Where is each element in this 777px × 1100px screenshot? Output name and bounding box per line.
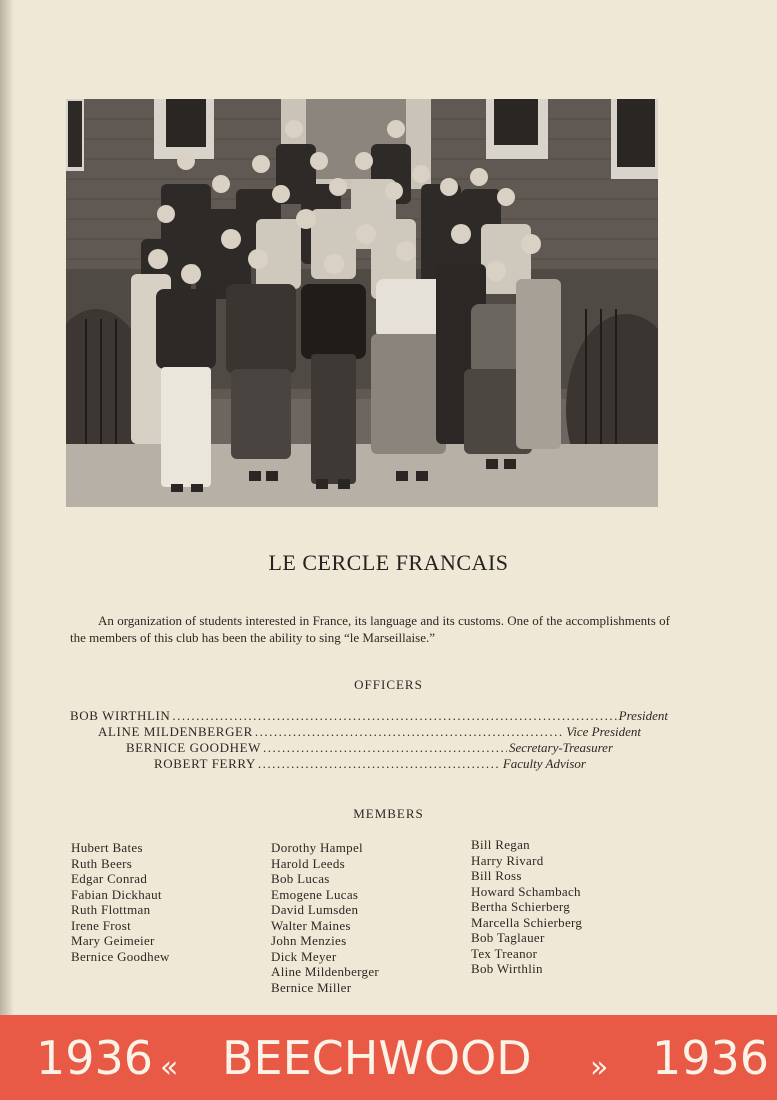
footer-title: BEECHWOOD (222, 1031, 532, 1085)
officer-role: Vice President (566, 724, 641, 739)
member-name: Dorothy Hampel (271, 840, 363, 855)
officers-heading: OFFICERS (354, 677, 423, 692)
officer-role: President (618, 708, 668, 723)
member-name: Bernice Miller (271, 979, 352, 995)
leader-dots (172, 708, 616, 724)
officer-name: ROBERT FERRY (154, 756, 256, 771)
member-name: Bertha Schierberg (471, 899, 571, 914)
member-name: Mary Geimeier (71, 933, 155, 948)
member-name: Walter Maines (271, 917, 351, 933)
officer-name: BERNICE GOODHEW (126, 740, 262, 755)
officer-role: Faculty Advisor (502, 756, 586, 771)
members-column-3 (471, 837, 582, 977)
member-name: Howard Schambach (471, 883, 581, 899)
member-name: Tex Treanor (471, 945, 538, 961)
member-name: David Lumsden (271, 902, 359, 917)
member-name: Marcella Schierberg (471, 914, 583, 930)
member-name: John Menzies (271, 933, 347, 948)
club-description: An organization of students interested in France, its language and its customs. One of the accomplishments of the members of this club has been the ability to sing “le Marseillaise.” (70, 613, 670, 645)
member-name: Harold Leeds (271, 855, 345, 871)
member-name: Bill Ross (471, 868, 522, 883)
officer-role: Secretary-Treasurer (509, 740, 613, 755)
member-name: Irene Frost (71, 917, 131, 933)
member-name: Emogene Lucas (271, 886, 359, 902)
member-name: Bernice Goodhew (71, 948, 170, 964)
footer-quote-left: « (160, 1050, 179, 1085)
leader-dots (255, 724, 564, 740)
member-name: Hubert Bates (71, 840, 143, 855)
member-name: Dick Meyer (271, 948, 337, 964)
leader-dots (258, 756, 501, 772)
page-title: LE CERCLE FRANCAIS (268, 550, 509, 575)
leader-dots (263, 740, 507, 756)
officer-row (154, 756, 586, 772)
footer-banner (0, 1015, 777, 1100)
member-name: Ruth Flottman (71, 902, 151, 917)
footer-quote-right: » (590, 1050, 609, 1085)
member-name: Fabian Dickhaut (71, 886, 162, 902)
footer-year-right: 1936 (652, 1031, 770, 1085)
member-name: Harry Rivard (471, 852, 544, 868)
member-name: Bob Taglauer (471, 930, 545, 945)
member-name: Bob Lucas (271, 871, 330, 886)
member-name: Bill Regan (471, 837, 530, 852)
member-name: Aline Mildenberger (271, 964, 380, 979)
officer-row (70, 708, 668, 724)
members-column-1 (71, 840, 170, 964)
page-binding-shadow (0, 0, 14, 1020)
member-name: Edgar Conrad (71, 871, 148, 886)
officer-row (126, 740, 613, 756)
officer-name: ALINE MILDENBERGER (98, 724, 253, 739)
members-heading: MEMBERS (353, 806, 424, 821)
footer-year-left: 1936 (36, 1031, 154, 1085)
group-photo (66, 99, 658, 507)
members-column-2 (271, 840, 379, 995)
officer-name: BOB WIRTHLIN (70, 708, 171, 723)
member-name: Ruth Beers (71, 855, 133, 871)
member-name: Bob Wirthlin (471, 961, 543, 976)
officer-row (98, 724, 641, 740)
